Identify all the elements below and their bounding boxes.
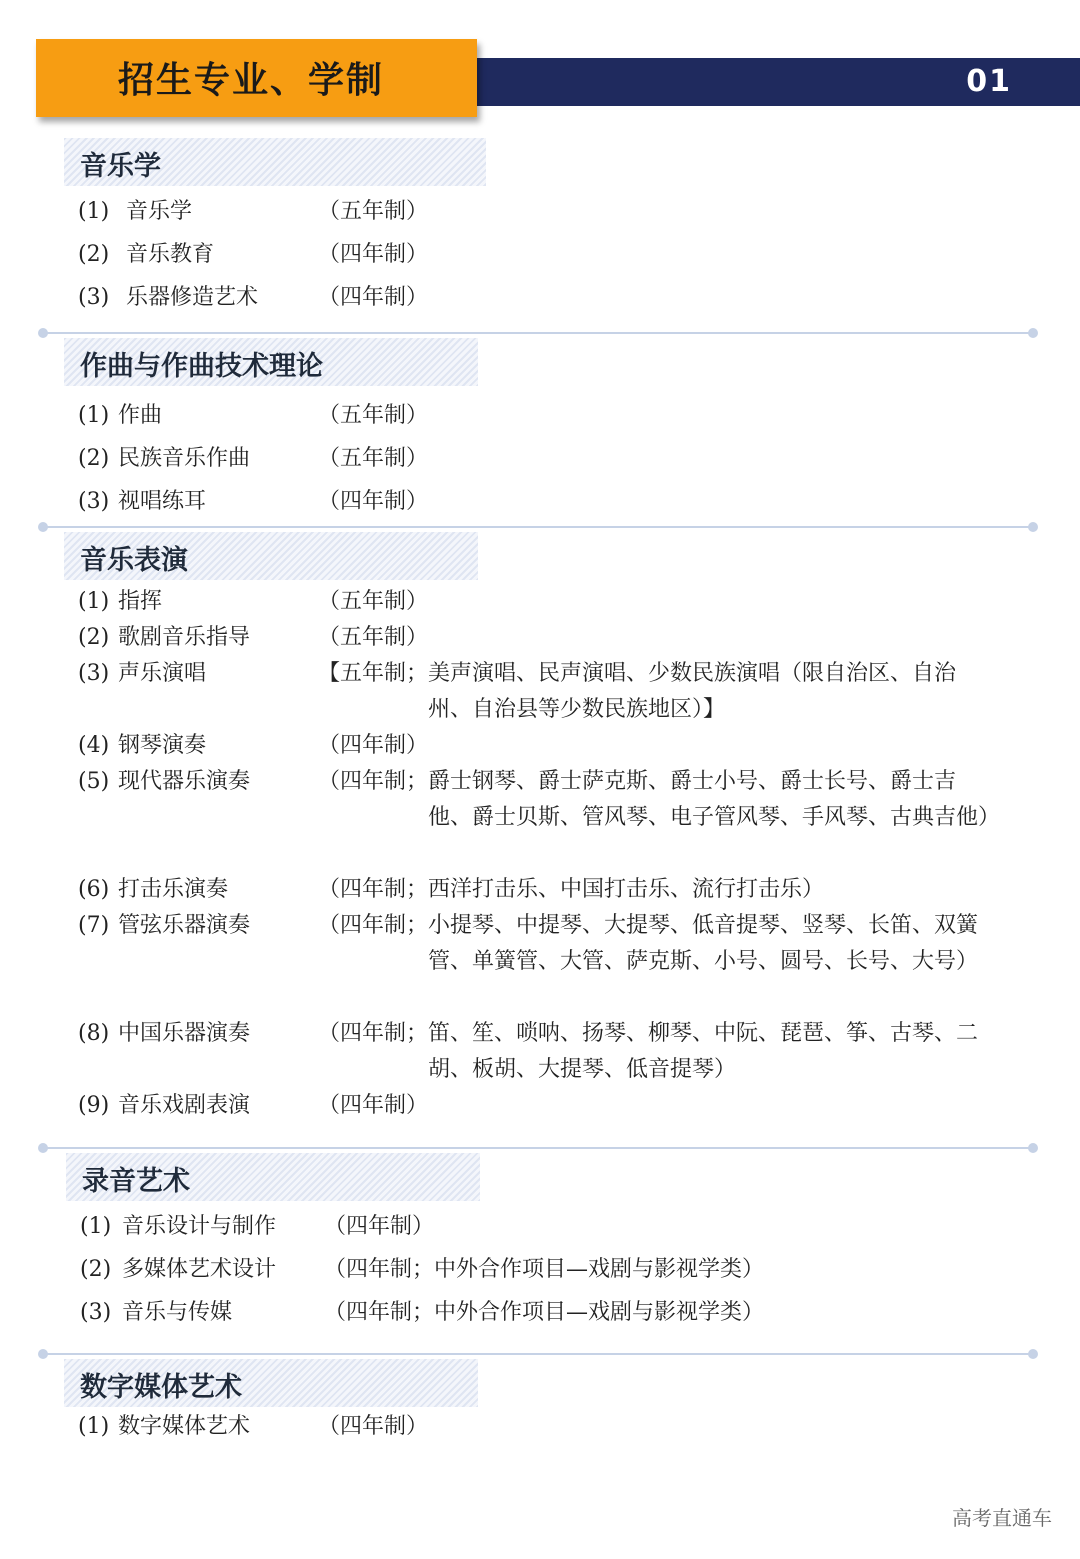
item-number: (3) [78, 285, 110, 310]
item-name: 音乐教育 [126, 242, 215, 267]
item-name: 作曲 [118, 403, 163, 428]
item-name: 指挥 [118, 589, 163, 614]
item-name: 多媒体艺术设计 [122, 1257, 277, 1282]
item-number: (2) [78, 446, 110, 471]
item-duration: （四年制） [318, 1093, 429, 1118]
item-duration: （五年制） [318, 446, 429, 471]
item-duration: （四年制） [318, 242, 429, 267]
section-title: 录音艺术 [82, 1166, 190, 1197]
page-number: 01 [966, 64, 1012, 99]
section-title: 数字媒体艺术 [80, 1372, 242, 1403]
item-description: 西洋打击乐、中国打击乐、流行打击乐） [428, 877, 825, 902]
item-number: (2) [78, 242, 110, 267]
page-title: 招生专业、学制 [118, 60, 385, 101]
item-number: (1) [78, 199, 110, 224]
item-name: 打击乐演奏 [118, 877, 229, 902]
item-number: (8) [78, 1021, 110, 1046]
section-header [66, 1153, 480, 1201]
section-title: 音乐表演 [80, 545, 188, 576]
item-duration: （四年制； [318, 913, 429, 938]
section-divider [42, 526, 1034, 528]
item-name: 钢琴演奏 [118, 733, 207, 758]
item-duration: 【五年制； [318, 661, 429, 686]
item-duration: （四年制；中外合作项目—戏剧与影视学类） [324, 1300, 765, 1325]
item-number: (2) [80, 1257, 112, 1282]
item-name: 音乐学 [126, 199, 193, 224]
section-header [64, 138, 486, 186]
item-duration: （五年制） [318, 589, 429, 614]
item-duration: （五年制） [318, 403, 429, 428]
item-name: 现代器乐演奏 [118, 769, 251, 794]
item-name: 管弦乐器演奏 [118, 913, 251, 938]
item-number: (1) [78, 403, 110, 428]
item-name: 音乐与传媒 [122, 1300, 233, 1325]
section-title: 作曲与作曲技术理论 [80, 351, 323, 382]
watermark-text: 高考直通车 [952, 1506, 1052, 1530]
section-header [64, 532, 478, 580]
item-duration: （四年制； [318, 769, 429, 794]
item-number: (4) [78, 733, 110, 758]
item-name: 声乐演唱 [118, 661, 207, 686]
item-duration: （四年制） [318, 1414, 429, 1439]
item-name: 音乐设计与制作 [122, 1214, 277, 1239]
item-description: 爵士钢琴、爵士萨克斯、爵士小号、爵士长号、爵士吉他、爵士贝斯、管风琴、电子管风琴、手风琴、古典吉他） [428, 769, 1001, 830]
section-title: 音乐学 [80, 151, 161, 182]
item-number: (3) [78, 489, 110, 514]
section-divider [42, 332, 1034, 334]
item-duration: （四年制） [318, 489, 429, 514]
item-number: (1) [78, 1414, 110, 1439]
item-number: (9) [78, 1093, 110, 1118]
item-duration: （四年制；中外合作项目—戏剧与影视学类） [324, 1257, 765, 1282]
item-number: (1) [80, 1214, 112, 1239]
item-name: 音乐戏剧表演 [118, 1093, 251, 1118]
item-number: (7) [78, 913, 110, 938]
item-name: 视唱练耳 [118, 489, 207, 514]
section-header [64, 1359, 478, 1407]
item-duration: （四年制） [318, 285, 429, 310]
item-number: (1) [78, 589, 110, 614]
item-name: 中国乐器演奏 [118, 1021, 251, 1046]
item-description: 小提琴、中提琴、大提琴、低音提琴、竖琴、长笛、双簧管、单簧管、大管、萨克斯、小号、圆号、长号、大号） [428, 913, 979, 974]
item-number: (3) [78, 661, 110, 686]
item-number: (5) [78, 769, 110, 794]
item-number: (3) [80, 1300, 112, 1325]
item-description: 笛、笙、唢呐、扬琴、柳琴、中阮、琵琶、筝、古琴、二胡、板胡、大提琴、低音提琴） [428, 1021, 979, 1082]
item-number: (2) [78, 625, 110, 650]
item-number: (6) [78, 877, 110, 902]
item-duration: （四年制） [324, 1214, 435, 1239]
item-name: 民族音乐作曲 [118, 446, 251, 471]
section-divider [42, 1147, 1034, 1149]
item-duration: （五年制） [318, 199, 429, 224]
item-duration: （四年制； [318, 1021, 429, 1046]
section-divider [42, 1353, 1034, 1355]
item-duration: （四年制） [318, 733, 429, 758]
section-header [64, 338, 478, 386]
item-name: 乐器修造艺术 [126, 285, 259, 310]
item-duration: （四年制； [318, 877, 429, 902]
item-description: 美声演唱、民声演唱、少数民族演唱（限自治区、自治州、自治县等少数民族地区）】 [428, 661, 957, 722]
item-name: 歌剧音乐指导 [118, 625, 251, 650]
item-name: 数字媒体艺术 [118, 1414, 251, 1439]
item-duration: （五年制） [318, 625, 429, 650]
